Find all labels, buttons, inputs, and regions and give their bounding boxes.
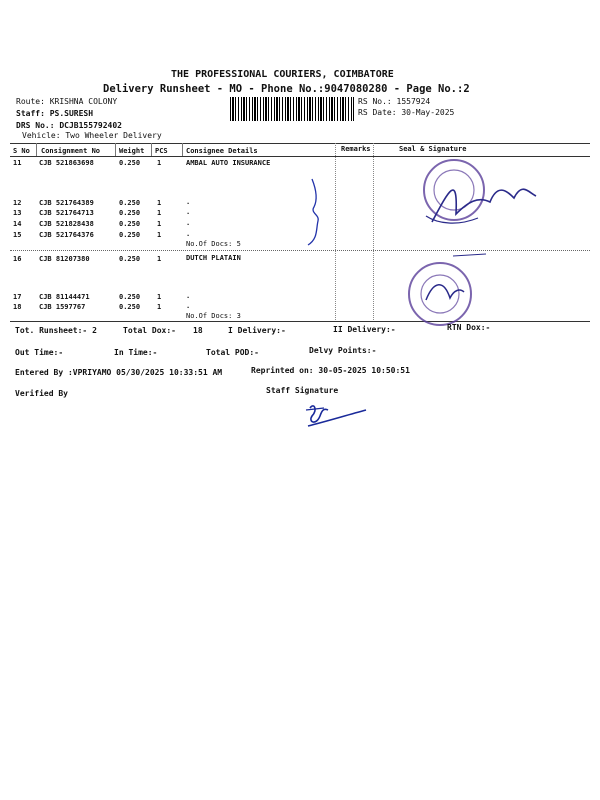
table-row-cn: CJB 521764713	[39, 209, 94, 217]
staff-signature	[300, 398, 370, 433]
table-row-pcs: 1	[157, 220, 162, 228]
table-row-sno: 11	[13, 159, 22, 167]
table-row-sno: 17	[13, 293, 22, 301]
table-row-sno: 15	[13, 231, 22, 239]
table-row-detail: .	[186, 219, 191, 227]
table-row-cn: CJB 521764389	[39, 199, 94, 207]
docs-count: No.Of Docs: 5	[186, 240, 241, 248]
table-row-sno: 16	[13, 255, 22, 263]
reprinted-on: Reprinted on: 30-05-2025 10:50:51	[251, 366, 410, 375]
table-row-sno: 12	[13, 199, 22, 207]
table-row-detail: .	[186, 302, 191, 310]
total-dox-label: Total Dox:-	[123, 326, 176, 335]
table-row-weight: 0.250	[119, 293, 141, 301]
table-row-pcs: 1	[157, 159, 162, 167]
col-sno: S No	[13, 147, 30, 155]
runsheet-subtitle: Delivery Runsheet - MO - Phone No.:9047080280 - Page No.:2	[103, 83, 470, 95]
total-runsheet: Tot. Runsheet:- 2	[15, 326, 97, 335]
route-label: Route: KRISHNA COLONY	[16, 97, 118, 106]
table-row-pcs: 1	[157, 303, 162, 311]
table-row-pcs: 1	[157, 231, 162, 239]
col-remarks: Remarks	[341, 145, 371, 153]
col-consignee: Consignee Details	[186, 147, 258, 155]
table-row-weight: 0.250	[119, 220, 141, 228]
verified-by: Verified By	[15, 389, 68, 398]
ii-delivery: II Delivery:-	[333, 325, 396, 334]
col-seal-signature: Seal & Signature	[399, 145, 467, 153]
total-dox-value: 18	[193, 326, 203, 335]
consignee-name: AMBAL AUTO INSURANCE	[186, 159, 271, 167]
rs-number: RS No.: 1557924	[358, 97, 431, 106]
table-row-cn: CJB 1597767	[39, 303, 86, 311]
table-row-cn: CJB 81207380	[39, 255, 90, 263]
staff-signature-label: Staff Signature	[266, 386, 339, 395]
table-row-cn: CJB 521764376	[39, 231, 94, 239]
table-row-sno: 18	[13, 303, 22, 311]
table-row-cn: CJB 81144471	[39, 293, 90, 301]
table-row-pcs: 1	[157, 209, 162, 217]
table-row-cn: CJB 521863698	[39, 159, 94, 167]
table-row-cn: CJB 521828438	[39, 220, 94, 228]
seal-stamp	[398, 250, 493, 330]
table-row-weight: 0.250	[119, 255, 141, 263]
table-row-detail: .	[186, 208, 191, 216]
col-weight: Weight	[119, 147, 145, 155]
entered-by: Entered By :VPRIYAMO 05/30/2025 10:33:51 AM	[15, 368, 223, 377]
in-time: In Time:-	[114, 348, 158, 357]
col-pcs: PCS	[155, 147, 168, 155]
delvy-points: Delvy Points:-	[309, 346, 377, 355]
rs-date: RS Date: 30-May-2025	[358, 108, 455, 117]
table-row-detail: .	[186, 230, 191, 238]
table-row-weight: 0.250	[119, 209, 141, 217]
vehicle-label: Vehicle: Two Wheeler Delivery	[22, 131, 162, 140]
total-pod: Total POD:-	[206, 348, 259, 357]
table-row-pcs: 1	[157, 293, 162, 301]
handwritten-bracket-mark	[300, 175, 330, 250]
staff-label: Staff: PS.SURESH	[16, 109, 94, 118]
table-row-sno: 14	[13, 220, 22, 228]
table-row-pcs: 1	[157, 255, 162, 263]
rtn-dox: RTN Dox:-	[447, 323, 491, 332]
table-row-detail: .	[186, 292, 191, 300]
out-time: Out Time:-	[15, 348, 64, 357]
table-row-weight: 0.250	[119, 159, 141, 167]
table-row-weight: 0.250	[119, 231, 141, 239]
table-row-sno: 13	[13, 209, 22, 217]
i-delivery: I Delivery:-	[228, 326, 286, 335]
seal-stamp	[418, 152, 558, 242]
company-title: THE PROFESSIONAL COURIERS, COIMBATORE	[171, 69, 394, 80]
table-row-weight: 0.250	[119, 303, 141, 311]
drs-number: DRS No.: DCJB155792402	[16, 121, 122, 130]
docs-count: No.Of Docs: 3	[186, 312, 241, 320]
barcode	[230, 97, 354, 121]
table-row-weight: 0.250	[119, 199, 141, 207]
col-consignment: Consignment No	[41, 147, 101, 155]
table-row-detail: .	[186, 198, 191, 206]
table-row-pcs: 1	[157, 199, 162, 207]
consignee-name: DUTCH PLATAIN	[186, 254, 241, 262]
